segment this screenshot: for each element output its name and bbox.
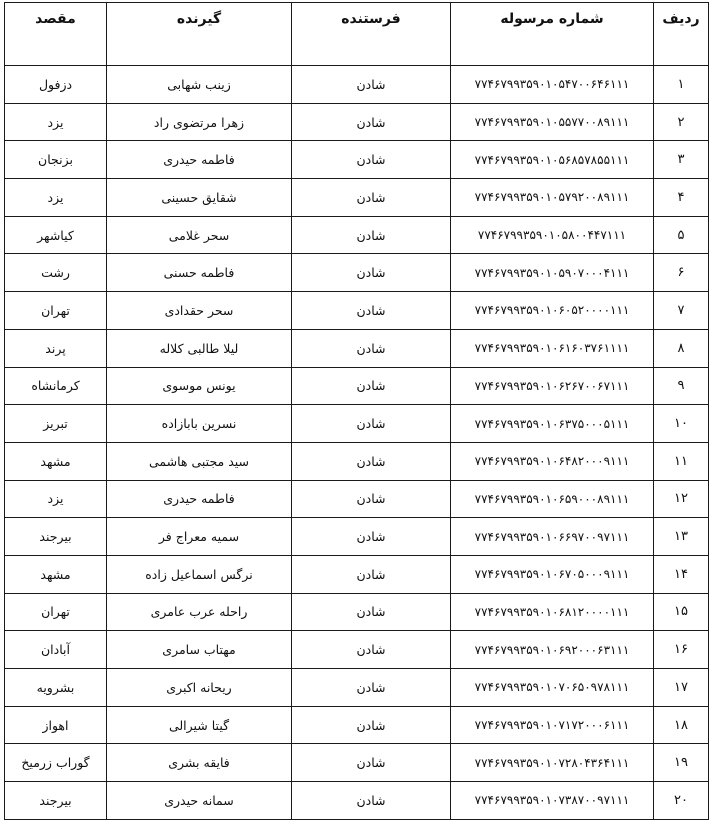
- table-row: [5, 480, 709, 518]
- header-sender: فرستنده: [292, 3, 451, 66]
- table-row: [5, 329, 709, 367]
- sender-name: شادن: [292, 593, 451, 631]
- row-number: ۱۲: [654, 480, 709, 518]
- destination-city: کیاشهر: [5, 216, 107, 254]
- destination-city: اهواز: [5, 706, 107, 744]
- sender-name: شادن: [292, 329, 451, 367]
- receiver-name: ریحانه اکبری: [107, 669, 292, 707]
- sender-name: شادن: [292, 480, 451, 518]
- table-row: [5, 103, 709, 141]
- row-number: ۱: [654, 66, 709, 104]
- receiver-name: راحله عرب عامری: [107, 593, 292, 631]
- sender-name: شادن: [292, 179, 451, 217]
- table-row: [5, 555, 709, 593]
- sender-name: شادن: [292, 216, 451, 254]
- row-number: ۹: [654, 367, 709, 405]
- tracking-number: ۷۷۴۶۷۹۹۳۵۹۰۱۰۵۶۸۵۷۸۵۵۱۱۱: [451, 141, 654, 179]
- tracking-number: ۷۷۴۶۷۹۹۳۵۹۰۱۰۶۲۶۷۰۰۶۷۱۱۱: [451, 367, 654, 405]
- table-body: [5, 66, 709, 820]
- tracking-number: ۷۷۴۶۷۹۹۳۵۹۰۱۰۵۴۷۰۰۶۴۶۱۱۱: [451, 66, 654, 104]
- row-number: ۵: [654, 216, 709, 254]
- tracking-number: ۷۷۴۶۷۹۹۳۵۹۰۱۰۵۹۰۷۰۰۰۴۱۱۱: [451, 254, 654, 292]
- destination-city: یزد: [5, 480, 107, 518]
- destination-city: تهران: [5, 292, 107, 330]
- sender-name: شادن: [292, 66, 451, 104]
- tracking-number: ۷۷۴۶۷۹۹۳۵۹۰۱۰۵۸۰۰۴۴۷۱۱۱: [451, 216, 654, 254]
- tracking-number: ۷۷۴۶۷۹۹۳۵۹۰۱۰۶۷۰۵۰۰۰۹۱۱۱: [451, 555, 654, 593]
- receiver-name: لیلا طالبی کلاله: [107, 329, 292, 367]
- tracking-number: ۷۷۴۶۷۹۹۳۵۹۰۱۰۶۹۲۰۰۰۶۳۱۱۱: [451, 631, 654, 669]
- receiver-name: سحر حقدادی: [107, 292, 292, 330]
- header-tracking-number: شماره مرسوله: [451, 3, 654, 66]
- sender-name: شادن: [292, 405, 451, 443]
- table-header: [5, 3, 709, 66]
- table-row: [5, 66, 709, 104]
- row-number: ۲: [654, 103, 709, 141]
- sender-name: شادن: [292, 518, 451, 556]
- destination-city: آبادان: [5, 631, 107, 669]
- destination-city: مشهد: [5, 442, 107, 480]
- tracking-number: ۷۷۴۶۷۹۹۳۵۹۰۱۰۶۳۷۵۰۰۰۵۱۱۱: [451, 405, 654, 443]
- table-row: [5, 216, 709, 254]
- receiver-name: شقایق حسینی: [107, 179, 292, 217]
- shipments-table: [4, 2, 709, 820]
- sender-name: شادن: [292, 367, 451, 405]
- tracking-number: ۷۷۴۶۷۹۹۳۵۹۰۱۰۶۰۵۲۰۰۰۰۱۱۱: [451, 292, 654, 330]
- destination-city: بزنجان: [5, 141, 107, 179]
- table-row: [5, 141, 709, 179]
- destination-city: بشرویه: [5, 669, 107, 707]
- row-number: ۷: [654, 292, 709, 330]
- header-destination: مقصد: [5, 3, 107, 66]
- receiver-name: گیتا شیرالی: [107, 706, 292, 744]
- table-row: [5, 405, 709, 443]
- receiver-name: فاطمه حسنی: [107, 254, 292, 292]
- tracking-number: ۷۷۴۶۷۹۹۳۵۹۰۱۰۶۶۹۷۰۰۹۷۱۱۱: [451, 518, 654, 556]
- destination-city: یزد: [5, 103, 107, 141]
- row-number: ۱۸: [654, 706, 709, 744]
- receiver-name: سمیه معراج فر: [107, 518, 292, 556]
- receiver-name: فایقه بشری: [107, 744, 292, 782]
- sender-name: شادن: [292, 631, 451, 669]
- tracking-number: ۷۷۴۶۷۹۹۳۵۹۰۱۰۶۸۱۲۰۰۰۰۱۱۱: [451, 593, 654, 631]
- receiver-name: سحر غلامی: [107, 216, 292, 254]
- receiver-name: مهتاب سامری: [107, 631, 292, 669]
- sender-name: شادن: [292, 292, 451, 330]
- destination-city: بیرجند: [5, 782, 107, 820]
- row-number: ۸: [654, 329, 709, 367]
- tracking-number: ۷۷۴۶۷۹۹۳۵۹۰۱۰۵۵۷۷۰۰۸۹۱۱۱: [451, 103, 654, 141]
- tracking-number: ۷۷۴۶۷۹۹۳۵۹۰۱۰۶۴۸۲۰۰۰۹۱۱۱: [451, 442, 654, 480]
- destination-city: تهران: [5, 593, 107, 631]
- sender-name: شادن: [292, 782, 451, 820]
- destination-city: تبریز: [5, 405, 107, 443]
- table-row: [5, 254, 709, 292]
- shipment-list-page: [4, 2, 716, 819]
- table-row: [5, 518, 709, 556]
- row-number: ۱۳: [654, 518, 709, 556]
- table-row: [5, 744, 709, 782]
- row-number: ۳: [654, 141, 709, 179]
- sender-name: شادن: [292, 555, 451, 593]
- receiver-name: نسرین بابازاده: [107, 405, 292, 443]
- receiver-name: فاطمه حیدری: [107, 480, 292, 518]
- sender-name: شادن: [292, 669, 451, 707]
- row-number: ۱۱: [654, 442, 709, 480]
- tracking-number: ۷۷۴۶۷۹۹۳۵۹۰۱۰۷۳۸۷۰۰۹۷۱۱۱: [451, 782, 654, 820]
- tracking-number: ۷۷۴۶۷۹۹۳۵۹۰۱۰۷۰۶۵۰۹۷۸۱۱۱: [451, 669, 654, 707]
- receiver-name: زهرا مرتضوی راد: [107, 103, 292, 141]
- destination-city: مشهد: [5, 555, 107, 593]
- row-number: ۱۶: [654, 631, 709, 669]
- header-row-number: ردیف: [654, 3, 709, 66]
- table-row: [5, 292, 709, 330]
- row-number: ۲۰: [654, 782, 709, 820]
- destination-city: دزفول: [5, 66, 107, 104]
- destination-city: کرمانشاه: [5, 367, 107, 405]
- row-number: ۶: [654, 254, 709, 292]
- table-row: [5, 593, 709, 631]
- sender-name: شادن: [292, 141, 451, 179]
- destination-city: بیرجند: [5, 518, 107, 556]
- receiver-name: زینب شهابی: [107, 66, 292, 104]
- receiver-name: نرگس اسماعیل زاده: [107, 555, 292, 593]
- row-number: ۱۹: [654, 744, 709, 782]
- destination-city: یزد: [5, 179, 107, 217]
- table-row: [5, 706, 709, 744]
- table-row: [5, 631, 709, 669]
- header-receiver: گیرنده: [107, 3, 292, 66]
- receiver-name: یونس موسوی: [107, 367, 292, 405]
- sender-name: شادن: [292, 254, 451, 292]
- receiver-name: فاطمه حیدری: [107, 141, 292, 179]
- sender-name: شادن: [292, 706, 451, 744]
- table-row: [5, 669, 709, 707]
- destination-city: پرند: [5, 329, 107, 367]
- row-number: ۱۴: [654, 555, 709, 593]
- table-row: [5, 782, 709, 820]
- tracking-number: ۷۷۴۶۷۹۹۳۵۹۰۱۰۶۱۶۰۳۷۶۱۱۱۱: [451, 329, 654, 367]
- row-number: ۱۵: [654, 593, 709, 631]
- tracking-number: ۷۷۴۶۷۹۹۳۵۹۰۱۰۷۱۷۲۰۰۰۶۱۱۱: [451, 706, 654, 744]
- row-number: ۴: [654, 179, 709, 217]
- table-row: [5, 367, 709, 405]
- receiver-name: سید مجتبی هاشمی: [107, 442, 292, 480]
- destination-city: رشت: [5, 254, 107, 292]
- table-row: [5, 442, 709, 480]
- sender-name: شادن: [292, 744, 451, 782]
- tracking-number: ۷۷۴۶۷۹۹۳۵۹۰۱۰۵۷۹۲۰۰۸۹۱۱۱: [451, 179, 654, 217]
- table-row: [5, 179, 709, 217]
- receiver-name: سمانه حیدری: [107, 782, 292, 820]
- tracking-number: ۷۷۴۶۷۹۹۳۵۹۰۱۰۶۵۹۰۰۰۸۹۱۱۱: [451, 480, 654, 518]
- tracking-number: ۷۷۴۶۷۹۹۳۵۹۰۱۰۷۲۸۰۴۳۶۴۱۱۱: [451, 744, 654, 782]
- row-number: ۱۰: [654, 405, 709, 443]
- sender-name: شادن: [292, 103, 451, 141]
- destination-city: گوراب زرمیخ: [5, 744, 107, 782]
- header-row: [5, 3, 709, 66]
- row-number: ۱۷: [654, 669, 709, 707]
- sender-name: شادن: [292, 442, 451, 480]
